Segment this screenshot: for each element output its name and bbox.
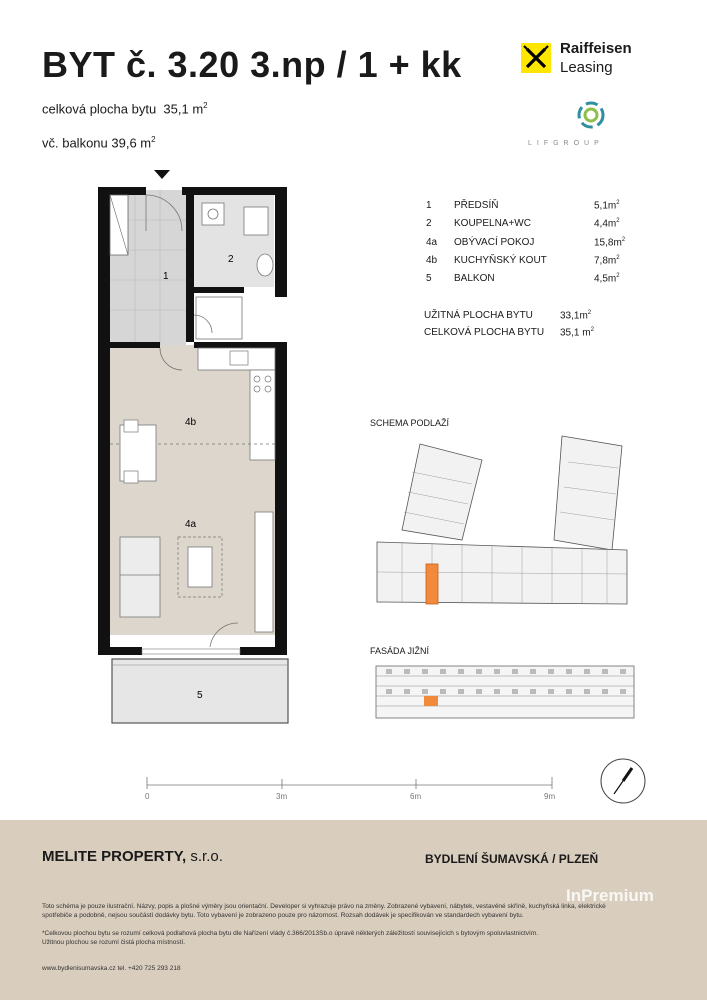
room-label-4a: 4a xyxy=(185,519,197,530)
room-area xyxy=(594,270,654,288)
room-row xyxy=(422,252,654,270)
room-area-value: 4,5m xyxy=(594,273,617,285)
floor-schema xyxy=(372,432,634,610)
lifgroup-logo xyxy=(528,98,658,154)
area-value: 35,1 m xyxy=(163,101,204,117)
room-row xyxy=(422,197,654,215)
contact-line: www.bydlenisumavska.cz tel. +420 725 293 218 xyxy=(42,965,181,972)
page-title: BYT č. 3.20 3.np / 1 + kk xyxy=(42,44,462,85)
scale-label: 6m xyxy=(410,792,422,801)
raiffeisen-name: Raiffeisen xyxy=(560,40,632,57)
room-label-2: 2 xyxy=(228,254,234,265)
washbasin-icon xyxy=(244,207,268,235)
room-name: OBÝVACÍ POKOJ xyxy=(454,236,535,248)
unit-sup: 2 xyxy=(616,254,620,261)
raiffeisen-leasing: Leasing xyxy=(560,59,613,76)
total-area-value: 35,1 $m^2$ xyxy=(560,327,594,339)
room-area xyxy=(594,234,654,252)
lifgroup-text: LIFGROUP xyxy=(528,140,604,147)
apartment-highlight xyxy=(426,564,438,604)
raiffeisen-cross-icon xyxy=(521,43,551,73)
room-name: KOUPELNA+WC xyxy=(454,218,531,230)
room-number: 5 xyxy=(426,273,432,285)
schema-title: SCHEMA PODLAŽÍ xyxy=(370,418,450,428)
unit-sup: 2 xyxy=(616,200,620,206)
room-area xyxy=(594,215,654,233)
north-arrow-icon xyxy=(598,756,648,806)
area-line xyxy=(42,101,208,116)
balcony-label: vč. balkonu 39,6 m xyxy=(42,135,152,151)
unit-sup: 2 xyxy=(616,218,620,225)
floor-plan xyxy=(90,165,300,735)
room-table xyxy=(422,197,654,289)
room-area-value: 4,4m xyxy=(594,218,617,230)
area-label: celková plocha bytu xyxy=(42,101,157,117)
facade-highlight xyxy=(424,696,438,706)
room-area xyxy=(594,252,654,270)
room-area xyxy=(594,197,654,215)
room-label-1: 1 xyxy=(163,271,169,282)
unit-sup: 2 xyxy=(616,273,620,280)
balcony-line xyxy=(42,135,156,150)
shower-icon xyxy=(196,297,242,339)
disclaimer-line: Toto schéma je pouze ilustrační. Názvy, popis a plošné výměry jsou orientační. Developer si vyhrazuje právo na změny. Zobrazené vybavení, nábytek, vestavěné skříně, kuchyňská linka, elektrické xyxy=(42,903,606,910)
total-area-label: CELKOVÁ PLOCHA BYTU xyxy=(424,327,545,338)
usable-area-total xyxy=(424,310,592,322)
area-note-line: Užitnou plochou se rozumí čistá plocha místností. xyxy=(42,939,186,946)
disclaimer-line: spotřebiče a podobně, nejsou součástí dodávky bytu. Toto vybavení je zobrazeno pouze pro názornost. Rozsah dodávek je specifikován ve standardech vybavení bytu. xyxy=(42,912,524,919)
room-label-5: 5 xyxy=(197,690,203,701)
total-area-total xyxy=(424,327,594,339)
sofa xyxy=(120,537,160,617)
room-row xyxy=(422,234,654,252)
lifgroup-emblem-icon xyxy=(574,98,608,132)
company-name: MELITE PROPERTY, s.r.o. xyxy=(42,848,223,865)
toilet-icon xyxy=(257,254,273,276)
room-row xyxy=(422,215,654,233)
scale-bar xyxy=(146,775,556,791)
area-note-line: *Celkovou plochou bytu se rozumí celková podlahová plocha bytu dle Nařízení vlády č.366/2013Sb.o úpravě některých záležitostí souvisejících s bytovým spoluvlastnictvím. xyxy=(42,930,539,937)
usable-area-label: UŽITNÁ PLOCHA BYTU xyxy=(424,310,533,321)
south-facade xyxy=(374,662,636,722)
room-name: BALKON xyxy=(454,273,495,285)
facade-title: FASÁDA JIŽNÍ xyxy=(370,646,430,656)
room-area-value: 7,8m xyxy=(594,255,617,267)
room-number: 1 xyxy=(426,200,432,212)
usable-area-value: $33,1m^2$ xyxy=(560,310,592,322)
unit-sup: 2 xyxy=(621,236,626,243)
raiffeisen-logo xyxy=(521,40,671,85)
unit-sup: 2 xyxy=(151,135,156,144)
tv-unit xyxy=(255,512,273,632)
room-number: 2 xyxy=(426,218,432,230)
room-area-value: 5,1m xyxy=(594,200,617,212)
room-row xyxy=(422,270,654,288)
scale-label: 3m xyxy=(276,792,288,801)
room-area-value: 15,8m xyxy=(594,236,622,248)
inpremium-watermark: InPremium xyxy=(566,886,654,905)
scale-label: 9m xyxy=(544,792,556,801)
sink-icon xyxy=(202,203,224,225)
room-number: 4b xyxy=(426,255,438,267)
room-number: 4a xyxy=(426,236,438,248)
room-name: PŘEDSÍŇ xyxy=(454,200,499,212)
scale-label: 0 xyxy=(145,792,150,801)
project-name: BYDLENÍ ŠUMAVSKÁ / PLZEŇ xyxy=(425,852,599,866)
entrance-arrow-icon xyxy=(154,170,170,179)
unit-sup: 2 xyxy=(203,101,208,110)
room-name: KUCHYŇSKÝ KOUT xyxy=(454,255,547,267)
room-label-4b: 4b xyxy=(185,417,197,428)
